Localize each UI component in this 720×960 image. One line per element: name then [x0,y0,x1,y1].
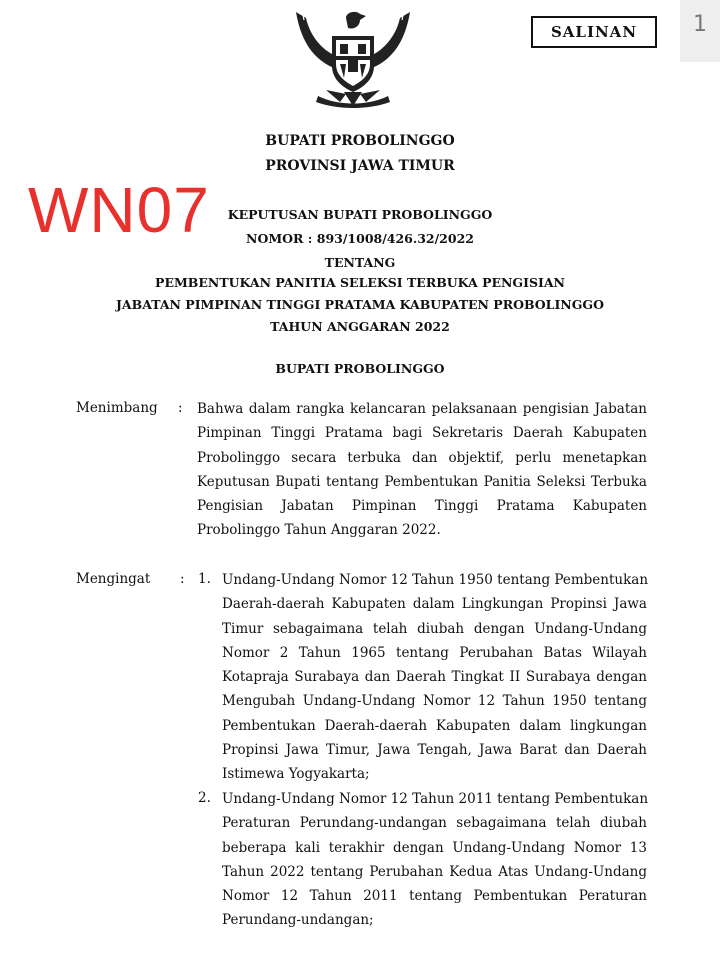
text-line: Undang-Undang Nomor 12 Tahun 2011 tentang Pembentukan [222,791,649,807]
menimbang-colon: : [178,400,183,416]
decree-title: KEPUTUSAN BUPATI PROBOLINGGO [227,207,493,222]
page-number-badge: 1 [680,0,720,62]
watermark: WN07 [28,174,210,246]
decree-number: NOMOR : 893/1008/426.32/2022 [246,231,474,246]
text-line: Probolinggo Tahun Anggaran 2022. [197,522,441,539]
text-line: Pembentukan Daerah-daerah Kabupaten dalam lingkungan [222,717,647,734]
decree-subject-line: PEMBENTUKAN PANITIA SELEKSI TERBUKA PENGISIAN [155,275,565,290]
text-line: Propinsi Jawa Timur, Jawa Tengah, Jawa Barat dan Daerah [222,742,647,759]
text-line: Tahun 2022 tentang Perubahan Kedua Atas Undang-Undang [222,863,647,880]
mengingat-colon: : [180,571,185,587]
text-line: Bahwa dalam rangka kelancaran pelaksanaan pengisian Jabatan [197,401,647,417]
header-line-2: PROVINSI JAWA TIMUR [265,158,455,174]
mengingat-item [222,568,647,787]
text-line: Pengisian Jabatan Pimpinan Tinggi Pratama Kabupaten [197,498,647,515]
text-line: Nomor 12 Tahun 2011 tentang Pembentukan Peraturan [222,888,647,905]
text-line: Timur sebagaimana telah diubah dengan Undang-Undang [222,620,647,637]
decree-issuer: BUPATI PROBOLINGGO [275,361,445,376]
menimbang-text [197,397,647,543]
header-line-1: BUPATI PROBOLINGGO [265,133,455,149]
mengingat-item [222,787,647,933]
text-line: Daerah-daerah Kabupaten dalam Lingkungan Propinsi Jawa [222,596,647,613]
garuda-emblem-icon [288,6,418,110]
text-line: beberapa kali terakhir dengan Undang-Undang Nomor 13 [222,839,647,856]
text-line: Nomor 2 Tahun 1965 tentang Perubahan Batas Wilayah [222,644,647,661]
text-line: Undang-Undang Nomor 12 Tahun 1950 tentang Pembentukan [222,572,649,588]
mengingat-item-number: 1. [198,571,211,587]
text-line: Kotapraja Surabaya dan Daerah Tingkat II Surabaya dengan [222,669,647,686]
mengingat-item-number: 2. [198,790,211,806]
text-line: Perundang-undangan; [222,912,374,929]
decree-subject-line: TAHUN ANGGARAN 2022 [270,319,450,334]
text-line: Keputusan Bupati tentang Pembentukan Panitia Seleksi Terbuka [197,473,647,490]
mengingat-label: Mengingat [76,571,151,587]
text-line: Istimewa Yogyakarta; [222,766,370,783]
decree-about: TENTANG [324,255,396,270]
text-line: Probolinggo secara terbuka dan objektif, perlu menetapkan [197,449,647,466]
text-line: Peraturan Perundang-undangan sebagaimana telah diubah [222,815,647,832]
salinan-stamp: SALINAN [531,16,657,48]
decree-subject-line: JABATAN PIMPINAN TINGGI PRATAMA KABUPATEN PROBOLINGGO [116,297,604,312]
text-line: Pimpinan Tinggi Pratama bagi Sekretaris Daerah Kabupaten [197,425,647,442]
menimbang-label: Menimbang [76,400,158,416]
text-line: Mengubah Undang-Undang Nomor 12 Tahun 1950 tentang [222,693,647,710]
